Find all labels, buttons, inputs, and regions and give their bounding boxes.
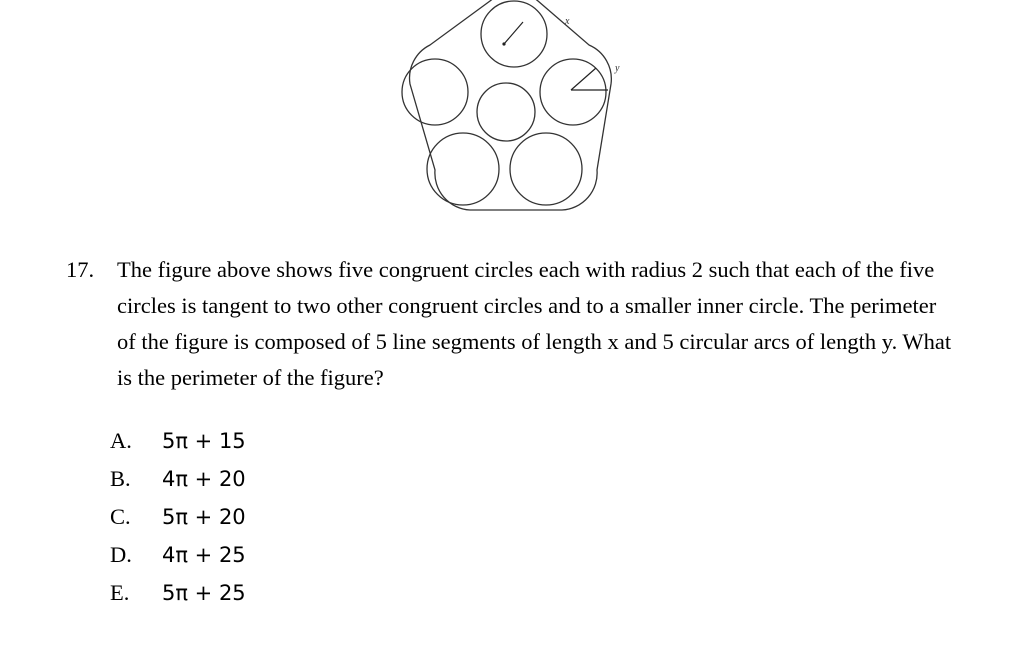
top-circle bbox=[481, 1, 547, 67]
inner-circle bbox=[477, 83, 535, 141]
choice-value: 4π + 25 bbox=[162, 543, 246, 567]
choice-letter: E. bbox=[110, 580, 130, 605]
question-number: 17. bbox=[66, 257, 95, 282]
circles-pentagon-figure bbox=[390, 0, 630, 220]
top-circle-center-dot bbox=[502, 42, 505, 45]
right-circle-radius-diagonal bbox=[571, 68, 596, 90]
label-x: x bbox=[565, 16, 570, 27]
upper-right-circle bbox=[540, 59, 606, 125]
label-y: y bbox=[615, 63, 620, 74]
choice-value: 4π + 20 bbox=[162, 467, 246, 491]
lower-right-circle bbox=[510, 133, 582, 205]
top-circle-radius bbox=[504, 22, 523, 44]
choice-value: 5π + 20 bbox=[162, 505, 246, 529]
choice-letter: C. bbox=[110, 504, 131, 529]
question-text: The figure above shows five congruent circles each with radius 2 such that each of the five circles is tangent to two other congruent circles and to a smaller inner circle. The perimeter of the figure is composed of 5 line segments of length x and 5 circular arcs of length y. What is the perimeter of the figure? bbox=[117, 257, 952, 390]
question-block bbox=[66, 252, 966, 396]
choice-letter: D. bbox=[110, 542, 132, 567]
choice-letter: A. bbox=[110, 428, 132, 453]
choice-letter: B. bbox=[110, 466, 131, 491]
lower-left-circle bbox=[427, 133, 499, 205]
choice-value: 5π + 25 bbox=[162, 581, 246, 605]
choice-value: 5π + 15 bbox=[162, 429, 246, 453]
